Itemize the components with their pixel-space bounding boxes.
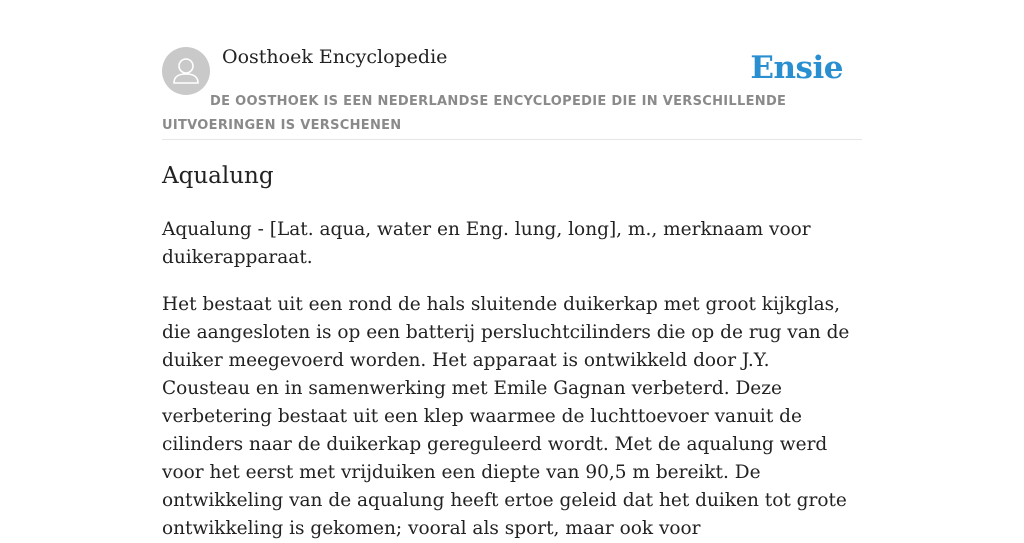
ensie-logo[interactable]: Ensie xyxy=(750,50,843,86)
article-paragraph-2: Het bestaat uit een rond de hals sluitende duikerkap met groot kijkglas, die aangesloten is op een batterij persluchtcilinders die op de rug van de duiker meegevoerd worden. Het apparaat is ontwikkeld door J.Y. Cousteau en in samenwerking met Emile Gagnan verbeterd. Deze verbetering bestaat uit een klep waarmee de luchttoevoer vanuit de cilinders naar de duikerkap gereguleerd wordt. Met de aqualung werd voor het eerst met vrijduiken een diepte van 90,5 m bereikt. De ontwikkeling van de aqualung heeft ertoe geleid dat het duiken tot grote ontwikkeling is gekomen; vooral als sport, maar ook voor xyxy=(162,294,850,539)
user-avatar-icon[interactable] xyxy=(162,47,210,95)
page-container xyxy=(162,0,862,539)
site-name-link[interactable]: Oosthoek Encyclopedie xyxy=(222,46,448,68)
article-paragraph-1: Aqualung - [Lat. aqua, water en Eng. lung, long], m., merknaam voor duikerapparaat. xyxy=(162,219,811,268)
header xyxy=(162,0,862,140)
site-tagline: DE OOSTHOEK IS EEN NEDERLANDSE ENCYCLOPEDIE DIE IN VERSCHILLENDE UITVOERINGEN IS VERSCHENEN xyxy=(162,94,787,133)
article-title: Aqualung xyxy=(162,163,274,189)
user-silhouette-icon xyxy=(162,47,210,95)
